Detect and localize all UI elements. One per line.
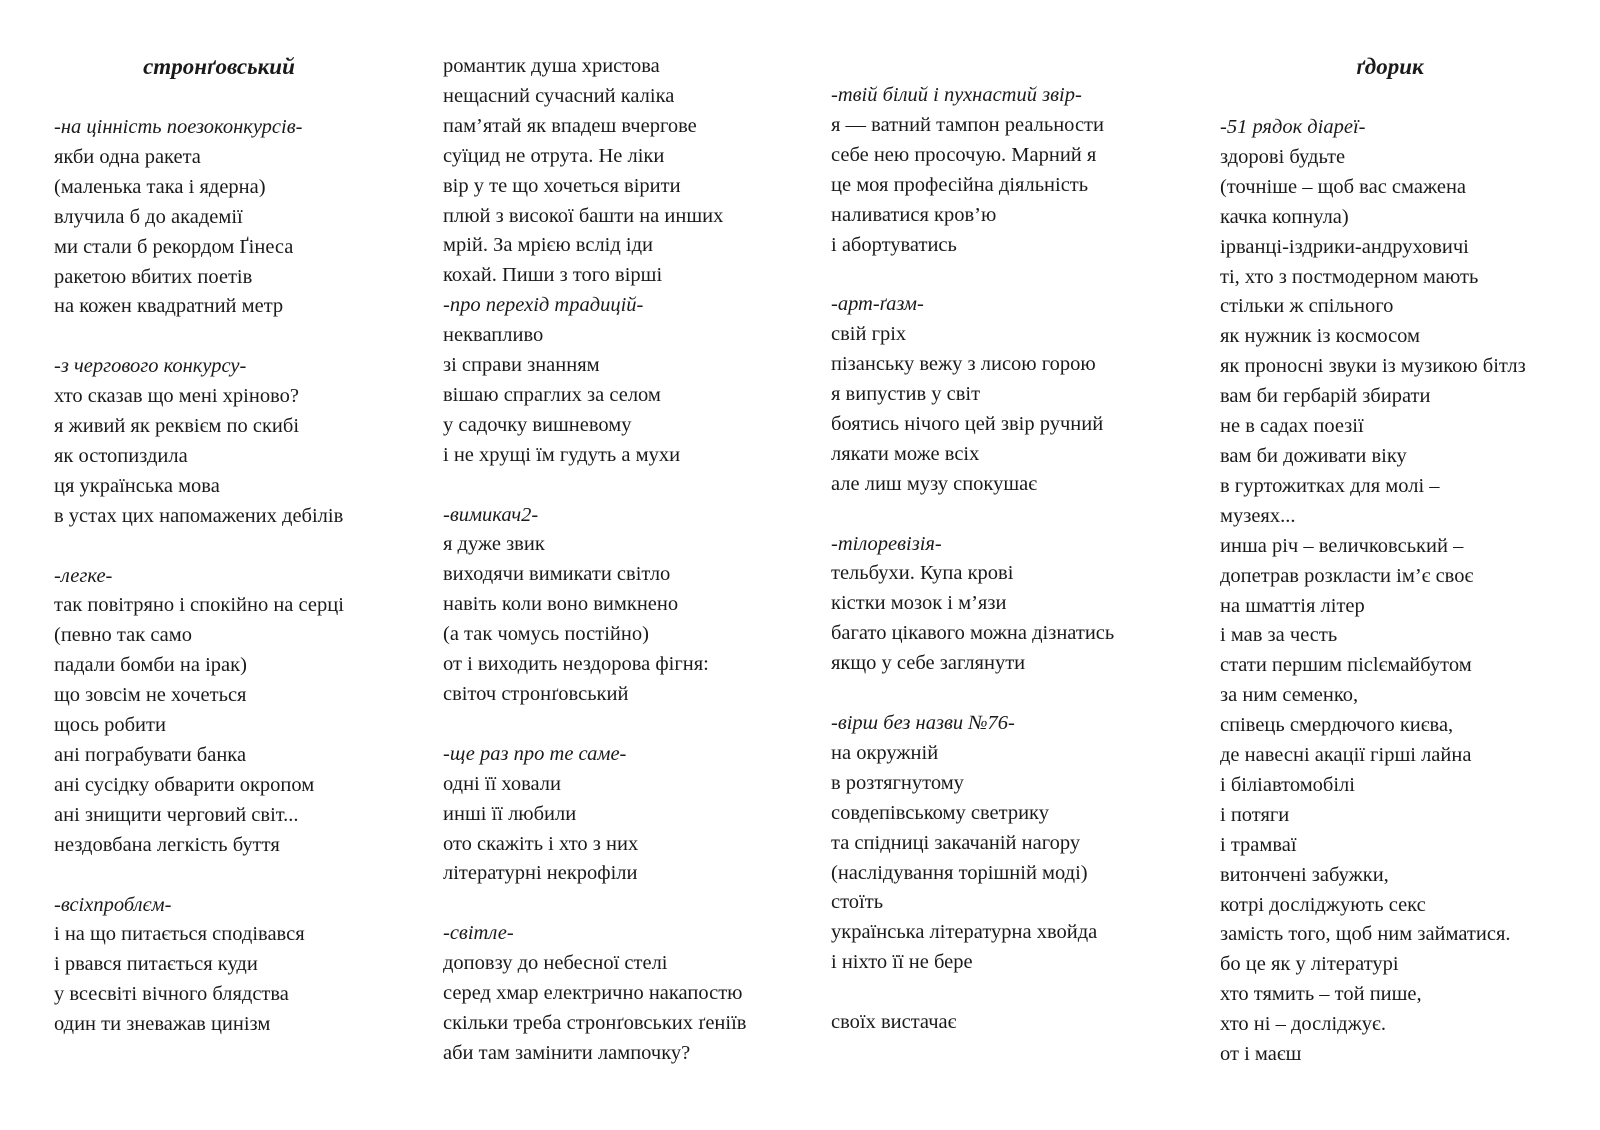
poem-line: це моя професійна діяльність	[831, 173, 1089, 196]
poem-line: инші її любили	[443, 802, 577, 825]
poem-line: витончені забужки,	[1220, 863, 1389, 886]
poem-line: ми стали б рекордом Ґінеса	[54, 235, 294, 258]
poem-line: на шматтія літер	[1220, 594, 1365, 617]
poem-line: инша річ – величковський –	[1220, 534, 1464, 557]
poem-line: хто тямить – той пише,	[1220, 983, 1422, 1006]
poem-line: і біліавтомобілі	[1220, 773, 1355, 796]
poem-line: стільки ж спільного	[1220, 295, 1394, 318]
poem-line: українська літературна хвойда	[831, 921, 1098, 944]
poem-line: ті, хто з постмодерном мають	[1220, 265, 1479, 288]
column-2	[443, 52, 793, 1069]
poem-line: зі справи знанням	[443, 354, 600, 377]
poem-line: ця українська мова	[54, 474, 220, 497]
poem-line: ані пограбувати банка	[54, 744, 247, 766]
poem-line: нещасний сучасний каліка	[443, 84, 675, 107]
poem-line: замість того, щоб ним займатися.	[1220, 923, 1511, 946]
poem-line: влучила б до академії	[54, 205, 243, 228]
poem-line: скільки треба стронґовських ґеніїв	[443, 1011, 747, 1034]
poem-line: та спідниці закачаній нагору	[831, 831, 1081, 854]
poem-line: виходячи вимикати світло	[443, 563, 671, 586]
poem-title: -тілоревізія-	[831, 532, 942, 555]
poem-line: лякати може всіх	[831, 442, 980, 465]
poem-line: вішаю спраглих за селом	[443, 383, 661, 406]
poem-title: -51 рядок діареї-	[1220, 116, 1366, 138]
poem-line: от і маєш	[1220, 1043, 1302, 1066]
poem-line: себе нею просочую. Марний я	[831, 143, 1097, 166]
poem-line: серед хмар електрично накапостю	[443, 982, 743, 1005]
poem	[831, 709, 1181, 978]
poem-line: ані сусідку обварити окропом	[54, 773, 315, 796]
poem-line: і не хрущі їм гудуть а мухи	[443, 443, 681, 466]
author-heading: стронґовський	[143, 54, 295, 79]
poem	[831, 290, 1181, 499]
poem-line: ірванці-іздрики-андруховичі	[1220, 235, 1469, 258]
poem-line: (точніше – щоб вас смажена	[1220, 175, 1467, 198]
poem-line: одні її ховали	[443, 772, 562, 795]
poem-line: мрій. За мрією вслід іди	[443, 234, 654, 257]
poem-title: -всіхпроблєм-	[54, 893, 172, 916]
poem-line: (маленька така і ядерна)	[54, 175, 266, 198]
poem	[443, 740, 793, 890]
poem-line: пізанську вежу з лисою горою	[831, 353, 1096, 376]
poem-line: пам’ятай як впадеш вчергове	[443, 114, 697, 137]
poem-line: кістки мозок і м’язи	[831, 592, 1007, 615]
poem-line: літературні некрофіли	[443, 862, 638, 885]
poem-line: качка копнула)	[1220, 205, 1349, 228]
poem-title: -ще раз про те саме-	[443, 742, 627, 765]
poem-line: якби одна ракета	[54, 145, 201, 168]
poem-line: і на що питається сподівався	[54, 923, 305, 946]
poem-line: романтик душа христова	[443, 55, 660, 77]
poem	[1220, 113, 1590, 1070]
poem-title: -легке-	[54, 564, 113, 587]
poem-line: але лиш музу спокушає	[831, 472, 1038, 495]
poem-line: за ним семенко,	[1220, 684, 1359, 707]
poem-line: на окружній	[831, 741, 939, 764]
poem-line: стати першим пісlємайбутом	[1220, 654, 1472, 677]
poem-line: допетрав розкласти ім’є своє	[1220, 564, 1474, 587]
poem-line: так повітряно і спокійно на серці	[54, 594, 344, 617]
poem-line: тельбухи. Купа крові	[831, 562, 1014, 585]
poem-line: хто ні – досліджує.	[1220, 1013, 1386, 1036]
poem-line: кохай. Пиши з того вірші	[443, 264, 663, 287]
poem-line: у садочку вишневому	[443, 413, 632, 436]
poem	[443, 52, 793, 291]
poem	[831, 1008, 1181, 1038]
poem-line: і рвався питається куди	[54, 953, 258, 976]
poem-line: ото скажіть і хто з них	[443, 832, 639, 855]
poem-line: світоч стронґовський	[443, 683, 629, 706]
poem-line: як остопиздила	[54, 444, 188, 467]
poem-line: в гуртожитках для молі –	[1220, 474, 1440, 497]
poem-line: я дуже звик	[443, 533, 545, 556]
poem	[831, 81, 1181, 260]
poem-line: (певно так само	[54, 624, 192, 647]
poem-line: щось робити	[54, 714, 166, 737]
poem-line: вам би доживати віку	[1220, 444, 1407, 467]
poem-line: співець смердючого києва,	[1220, 714, 1454, 737]
poem-title: -арт-ґазм-	[831, 293, 924, 316]
poem-line: падали бомби на ірак)	[54, 654, 247, 677]
poem	[54, 113, 384, 322]
poem-line: ані знищити черговий світ...	[54, 803, 299, 826]
poem-title: -про перехід традицій-	[443, 294, 644, 317]
poem-line: як нужник із космосом	[1220, 325, 1421, 348]
poem-line: своїх вистачає	[831, 1011, 957, 1034]
poem-line: в розтягнутому	[831, 771, 964, 794]
poem-line: хто сказав що мені хріново?	[54, 385, 299, 408]
poem-line: свій гріх	[831, 323, 907, 346]
poem	[54, 352, 384, 531]
poem-line: що зовсім не хочеться	[54, 684, 247, 707]
poem-line: музеях...	[1220, 504, 1296, 527]
column-1	[54, 52, 384, 1040]
column-4	[1220, 52, 1590, 1070]
poem-line: (а так чомусь постійно)	[443, 623, 649, 646]
poem-line: і потяги	[1220, 803, 1290, 826]
poem-line: я випустив у світ	[831, 383, 981, 406]
poem-line: суїцид не отрута. Не ліки	[443, 144, 665, 167]
poem-line: наливатися кров’ю	[831, 203, 997, 226]
poem-line: (наслідування торішній моді)	[831, 861, 1088, 884]
poem-line: здорові будьте	[1220, 145, 1346, 168]
poem	[443, 919, 793, 1069]
poem-line: навіть коли воно вимкнено	[443, 593, 679, 616]
poem-line: доповзу до небесної стелі	[443, 952, 668, 975]
poem-title: -твій білий і пухнастий звір-	[831, 84, 1082, 106]
poem-line: я живий як реквієм по скибі	[54, 415, 300, 438]
poem	[54, 562, 384, 861]
poem	[54, 891, 384, 1041]
poem	[443, 501, 793, 710]
poem-line: на кожен квадратний метр	[54, 295, 284, 318]
poem-line: і ніхто її не бере	[831, 951, 973, 974]
poem-line: боятись нічого цей звір ручний	[831, 412, 1104, 435]
poem-line: стоїть	[831, 891, 884, 914]
poem-title: -вірш без назви №76-	[831, 711, 1015, 734]
poem-line: і абортуватись	[831, 233, 957, 256]
poem-line: ракетою вбитих поетів	[54, 265, 253, 288]
poem-line: я — ватний тампон реальности	[831, 113, 1104, 136]
poem-title: -з чергового конкурсу-	[54, 355, 247, 378]
poem-line: в устах цих напомажених дебілів	[54, 504, 344, 527]
author-heading: ґдорик	[1356, 54, 1424, 79]
poem-title: -вимикач2-	[443, 503, 539, 526]
poem-line: у всесвіті вічного блядства	[54, 983, 289, 1006]
poem-line: багато цікавого можна дізнатись	[831, 622, 1115, 645]
poem-line: котрі досліджують секс	[1220, 893, 1426, 916]
poem-title: -на цінність поезоконкурсів-	[54, 116, 303, 138]
poem-line: бо це як у літературі	[1220, 953, 1399, 976]
poem-line: де навесні акації гірші лайна	[1220, 744, 1472, 767]
poem-line: нездовбана легкість буття	[54, 833, 280, 856]
poem-line: вір у те що хочеться вірити	[443, 174, 681, 197]
poem-line: плюй з високої башти на инших	[443, 204, 724, 227]
poem-line: аби там замінити лампочку?	[443, 1041, 691, 1064]
poem-line: не в садах поезії	[1220, 415, 1364, 438]
poem-line: совдепівському светрику	[831, 801, 1049, 824]
poem-line: і трамваї	[1220, 833, 1297, 856]
poem-line: от і виходить нездорова фігня:	[443, 653, 709, 676]
poem-line: вам би гербарій збирати	[1220, 385, 1431, 408]
poem-line: як проносні звуки із музикою бітлз	[1220, 355, 1526, 378]
poem-line: і мав за честь	[1220, 624, 1338, 647]
poem-line: якщо у себе заглянути	[831, 652, 1026, 675]
poem	[831, 530, 1181, 680]
poem-title: -світле-	[443, 922, 514, 945]
poem-line: неквапливо	[443, 324, 544, 347]
poem-line: один ти зневажав цинізм	[54, 1013, 271, 1036]
poem	[443, 291, 793, 470]
column-3	[831, 81, 1181, 1038]
